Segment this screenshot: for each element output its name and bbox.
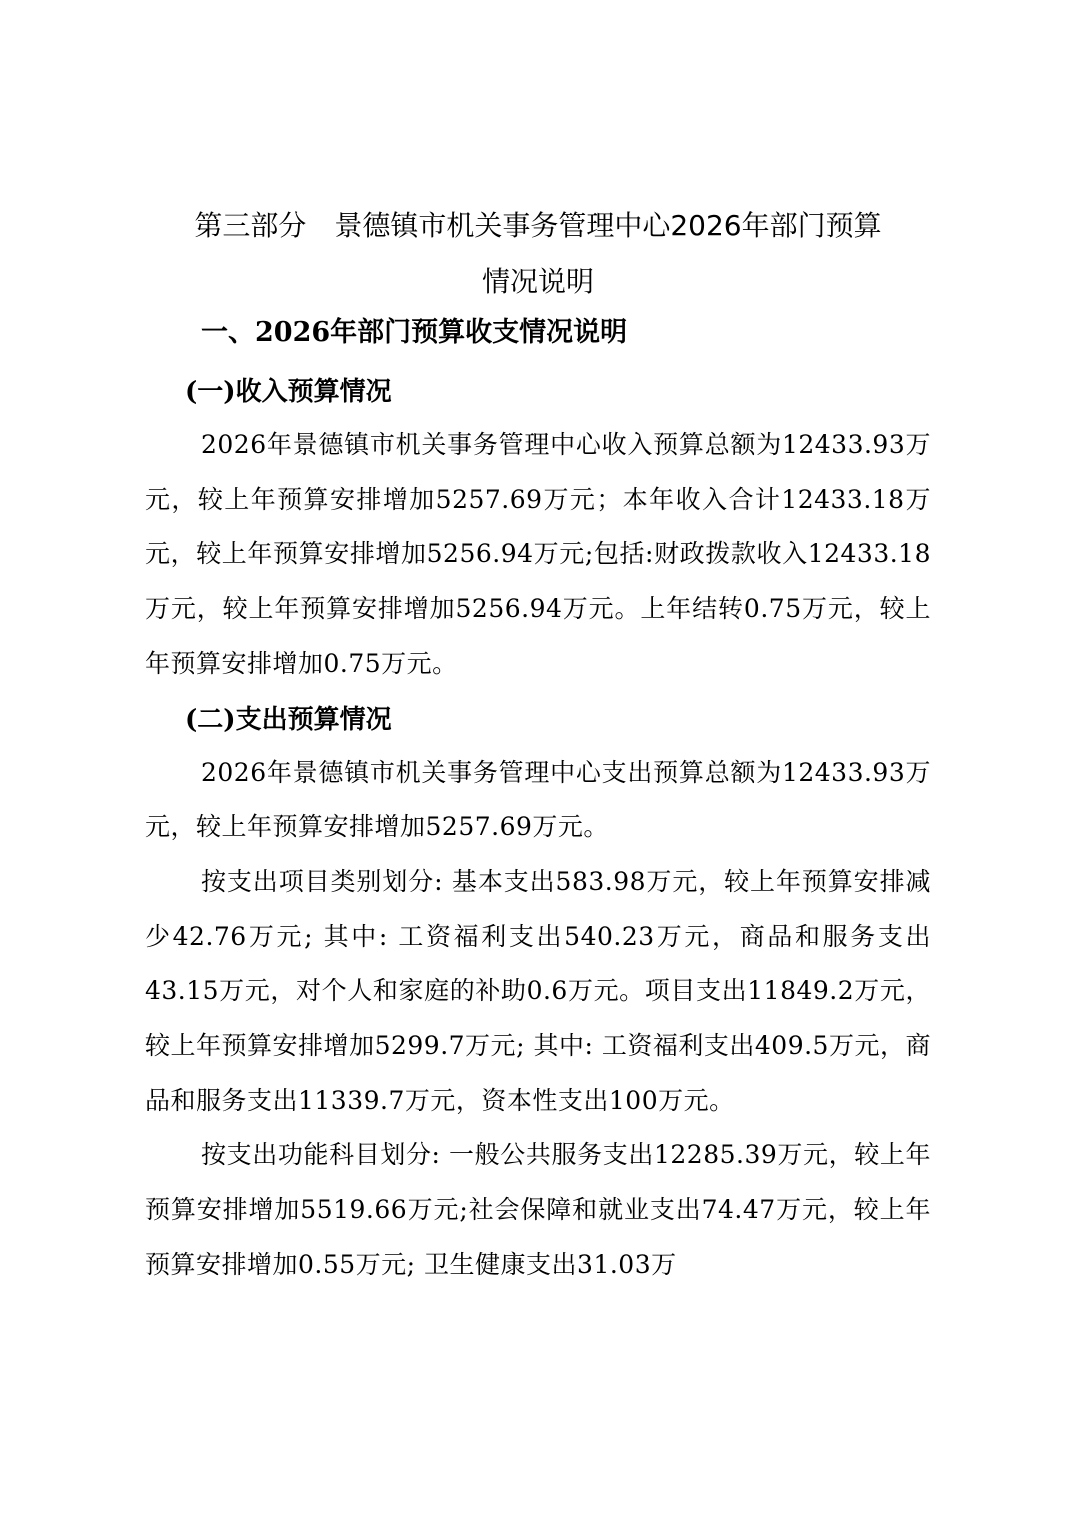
subsection-heading-income: (一)收入预算情况 [185,377,392,407]
income-paragraph: 2026年景德镇市机关事务管理中心收入预算总额为12433.93万元，较上年预算安排增加5257.69万元；本年收入合计12433.18万元，较上年预算安排增加5256.94万元;包括:财政拨款收入12433.18万元，较上年预算安排增加5256.94万元。上年结转0.75万元，较上年预算安排增加0.75万元。 [145,430,931,678]
subsection-heading-expenditure: (二)支出预算情况 [185,704,392,735]
document-page [145,198,931,1293]
document-title [145,198,931,310]
expenditure-paragraph-by-function: 按支出功能科目划分: 一般公共服务支出12285.39万元，较上年预算安排增加5519.66万元;社会保障和就业支出74.47万元，较上年预算安排增加0.55万元; 卫生健康支出31.03万 [145,1140,931,1279]
section-heading-budget-overview: 一、2026年部门预算收支情况说明 [201,317,628,348]
title-line-2: 情况说明 [481,265,594,298]
title-line-1: 第三部分 景德镇市机关事务管理中心2026年部门预算 [194,209,882,242]
expenditure-paragraph-total: 2026年景德镇市机关事务管理中心支出预算总额为12433.93万元，较上年预算安排增加5257.69万元。 [145,757,931,842]
expenditure-paragraph-by-category: 按支出项目类别划分: 基本支出583.98万元，较上年预算安排减少42.76万元; 其中: 工资福利支出540.23万元，商品和服务支出43.15万元，对个人和家庭的补助0.6万元。项目支出11849.2万元，较上年预算安排增加5299.7万元; 其中: 工资福利支出409.5万元，商品和服务支出11339.7万元，资本性支出100万元。 [145,866,931,1115]
